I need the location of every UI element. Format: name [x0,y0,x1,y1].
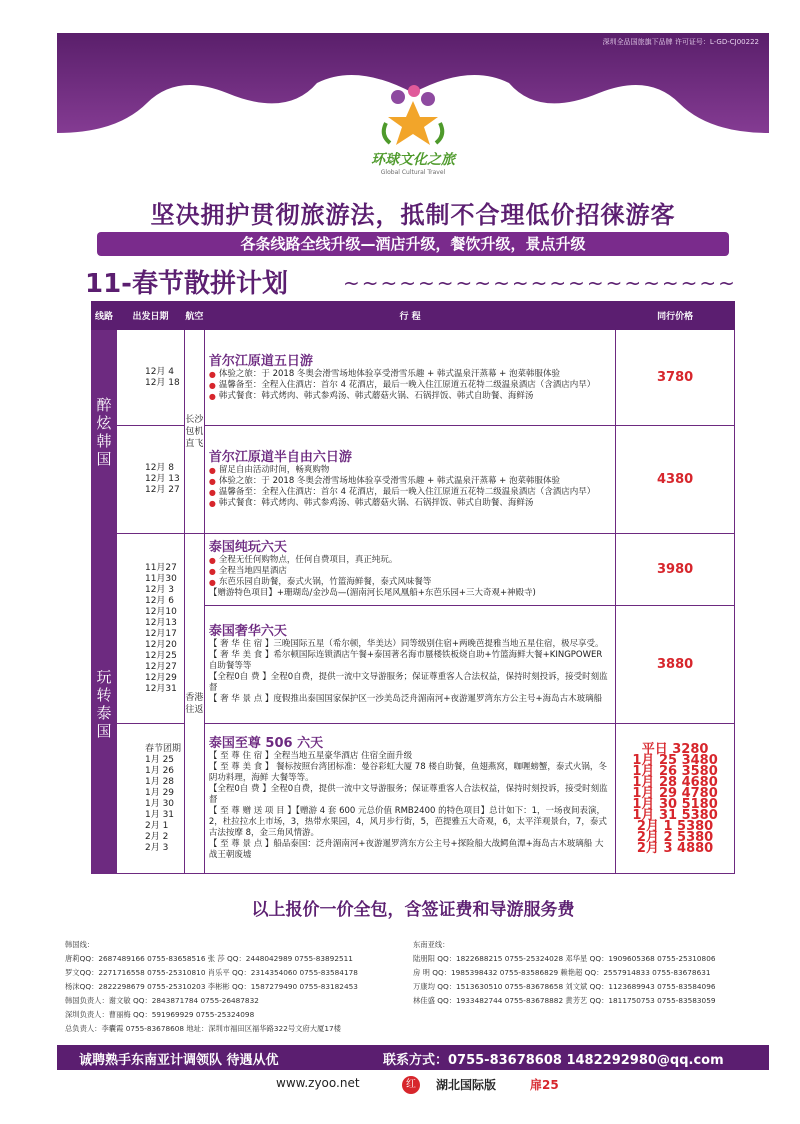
header-price: 同行价格 [616,302,735,330]
page-number: 扉25 [530,1078,559,1092]
header-itinerary: 行 程 [204,302,615,330]
route-title: 泰国奢华六天 [208,624,287,639]
region-korea: 醉炫韩国 [92,330,117,534]
price-entry: 1月 30 5180 [632,796,718,812]
logo-name: 环球文化之旅 [371,152,455,168]
route-bullet: ● 留足自由活动时间，畅爽购物 [209,465,611,476]
plan-title: 11-春节散拼计划 [85,269,288,299]
contact-left: 深圳负责人：曹丽梅 QQ：591969929 0755-25324098 [65,1010,255,1019]
contact-right: 万康均 QQ：1513630510 0755-83678658 刘文斌 QQ：1123689943 0755-83584096 [413,982,716,991]
price-list [616,724,735,874]
route-bullet: ● 全程当地四星酒店 [209,566,611,577]
contact-left: 罗文QQ：2271716558 0755-25310810 肖乐平 QQ：2314354060 0755-83584178 [65,968,358,977]
site-url: www.zyoo.net [276,1076,360,1090]
route-title: 泰国纯玩六天 [208,540,287,555]
route-line: 【 至 尊 赠 送 项 目 】【赠游 4 套 600 元总价值 RMB2400 的特色项目】总计如下：1，一场夜间表演，2，杜拉拉水上市场，3，热带水果园，4，风月步行街，5，芭提雅五大奇观，6，太平洋观景台，7，泰式古法按摩 8，金三角风情游。 [208,806,607,838]
price-entry: 2月 2 5380 [636,829,714,845]
itinerary-table [91,301,735,874]
route-line: 【 至 尊 美 食 】 餐标按照台湾团标准：曼谷彩虹大厦 78 楼自助餐，鱼翅燕窝，咖喱螃蟹，泰式火锅，冬阴功料理，海鲜 大餐等等。 [208,762,607,783]
table-header-row [92,302,735,330]
departure-dates: 11月27 11月30 12月 3 12月 6 12月10 12月13 12月17 12月20 12月25 12月27 12月29 12月31 [116,534,184,724]
price-entry: 1月 25 3480 [632,752,718,768]
header-route: 线路 [92,302,117,330]
airline-korea: 长沙包机直飞 [184,330,204,534]
route-note: 【赠游特色项目】+珊瑚岛/金沙岛—(湄南河长尾风凰船+东芭乐园+三大奇观+神殿寺) [208,588,536,598]
route-bullet: ● 韩式餐食：韩式烤肉、韩式参鸡汤、韩式蘑菇火锅、石锅拌饭、韩式自助餐、海鲜汤 [209,498,611,509]
region-thailand: 玩转泰国 [92,534,117,874]
price-entry: 1月 29 4780 [632,785,718,801]
price-entry: 2月 1 5380 [636,818,714,834]
route-cell [204,426,615,534]
price-entry: 2月 3 4880 [636,840,714,856]
route-line: 【 奢 华 景 点 】度假推出泰国国家保护区一沙美岛泛舟湄南河+夜游暹罗湾东方公主号+海岛古木玻璃船 [208,694,603,704]
route-cell [204,606,615,724]
contact-right: 东南亚线： [413,940,450,949]
route-bullet: ● 全程无任何购物点，任何自费项目，真正纯玩。 [209,555,611,566]
table-row [92,534,735,606]
table-row [92,330,735,426]
route-bullet: ● 韩式餐食：韩式烤肉、韩式参鸡汤、韩式蘑菇火锅、石锅拌饭、韩式自助餐、海鲜汤 [209,391,611,402]
route-bullet: ● 体验之旅：于 2018 冬奥会滑雪场地体验享受滑雪乐趣 + 韩式温泉汗蒸幕 + 泡菜韩服体验 [209,369,611,380]
price-entry: 1月 28 4680 [632,774,718,790]
contact-left: 韩国负责人：谢文敏 QQ：2843871784 0755-26487832 [65,996,259,1005]
route-line: 【 奢 华 美 食 】希尔顿国际连锁酒店午餐+泰国著名海市蜃楼铁板烧自助+竹篮海鲜大餐+KINGPOWER 自助餐等等 [208,650,603,671]
newspaper-logo-icon: 红 [402,1076,420,1094]
logo-flower-icon [378,83,448,149]
route-title: 首尔江原道半自由六日游 [208,450,352,465]
contact-left: 杨沫QQ：2822298679 0755-25310203 李彬彬 QQ：1587279490 0755-83182453 [65,982,358,991]
subhead-banner: 各条线路全线升级—酒店升级，餐饮升级，景点升级 [97,232,729,256]
contact-right: 陆朋阳 QQ：1822688215 0755-25324028 邓华星 QQ：1909605368 0755-25310806 [413,954,716,963]
closing-statement: 以上报价一价全包，含签证费和导游服务费 [251,900,575,920]
price-entry: 1月 31 5380 [632,807,718,823]
price-value: 3780 [616,330,735,426]
contact-left: 韩国线： [65,940,95,949]
license-text: 深圳全品国旅旗下品牌 许可证号：L-GD-CJ00222 [602,38,759,46]
header-airline: 航空 [184,302,204,330]
route-line: 【全程0自 费 】全程0自费，提供一流中文导游服务；保证尊重客人合法权益，保持时刻投诉，接受时刻监督 [208,672,608,693]
price-entry: 平日 3280 [641,741,709,757]
brand-logo [363,81,463,211]
route-title: 泰国至尊 506 六天 [208,736,324,751]
price-value: 4380 [616,426,735,534]
route-bullet: ● 东芭乐园自助餐，泰式火锅，竹篮海鲜餐，泰式风味餐等 [209,577,611,588]
route-bullet: ● 温馨备至：全程入住酒店：首尔 4 花酒店，最后一晚入住江原道五花特二级温泉酒店（含酒店内早） [209,487,611,498]
contact-left: 总负责人：李囊霞 0755-83678608 地址：深圳市福田区福华路322号文府大厦17楼 [65,1024,341,1033]
route-title: 首尔江原道五日游 [208,353,313,369]
contact-right: 林佳盛 QQ：1933482744 0755-83678882 黄芳艺 QQ：1811750753 0755-83583059 [413,996,716,1005]
price-entry: 1月 26 3580 [632,763,718,779]
route-bullet: ● 体验之旅：于 2018 冬奥会滑雪场地体验享受滑雪乐趣 + 韩式温泉汗蒸幕 + 泡菜韩服体验 [209,476,611,487]
route-cell [204,534,615,606]
contact-right: 房 明 QQ：1985398432 0755-83586829 赖艳超 QQ：2557914833 0755-83678631 [413,968,711,977]
route-line: 【全程0自 费 】全程0自费，提供一流中文导游服务；保证尊重客人合法权益，保持时刻投诉，接受时刻监督 [208,784,608,805]
route-bullet: ● 温馨备至：全程入住酒店：首尔 4 花酒店，最后一晚入住江原道五花特二级温泉酒店（含酒店内早） [209,380,611,391]
departure-dates: 12月 4 12月 18 [116,330,184,426]
contact-left: 唐莉QQ：2687489166 0755-83658516 张 莎 QQ：2448042989 0755-83892511 [65,954,353,963]
route-line: 【 奢 华 住 宿 】三晚国际五星（希尔顿，华美达）同等级别住宿+两晚芭提雅当地五星住宿，极尽享受。 [208,639,604,649]
headline: 坚决拥护贯彻旅游法，抵制不合理低价招徕游客 [150,201,676,229]
flyer-sheet [57,33,769,1070]
route-cell [204,724,615,874]
plan-title-wave: ~~~~~~~~~~~~~~~~~~~~~ [343,271,737,295]
edition-name: 湖北国际版 [436,1078,497,1092]
route-line: 【 至 尊 景 点 】船品泰国：泛舟湄南河+夜游暹罗湾东方公主号+探险船大战鳄鱼潭+海岛古木玻璃船 大战王朝废墟 [208,839,604,860]
route-cell [204,330,615,426]
departure-dates: 12月 8 12月 13 12月 27 [116,426,184,534]
recruit-text: 诚聘熟手东南亚计调领队 待遇从优 [79,1053,279,1068]
header-departure: 出发日期 [116,302,184,330]
publication-footer [0,1076,800,1096]
price-value: 3980 [616,534,735,606]
contact-info: 联系方式：0755-83678608 1482292980@qq.com [383,1053,724,1068]
logo-subtitle: Global Cultural Travel [380,169,446,176]
route-line: 【 至 尊 住 宿 】全程当地五星豪华酒店 住宿全面升级 [208,751,413,761]
price-value: 3880 [616,606,735,724]
footer-bar [57,1045,769,1070]
departure-dates: 春节团期 1月 25 1月 26 1月 28 1月 29 1月 30 1月 31 2月 1 2月 2 2月 3 [116,724,184,874]
airline-thailand: 香港往返 [184,534,204,874]
